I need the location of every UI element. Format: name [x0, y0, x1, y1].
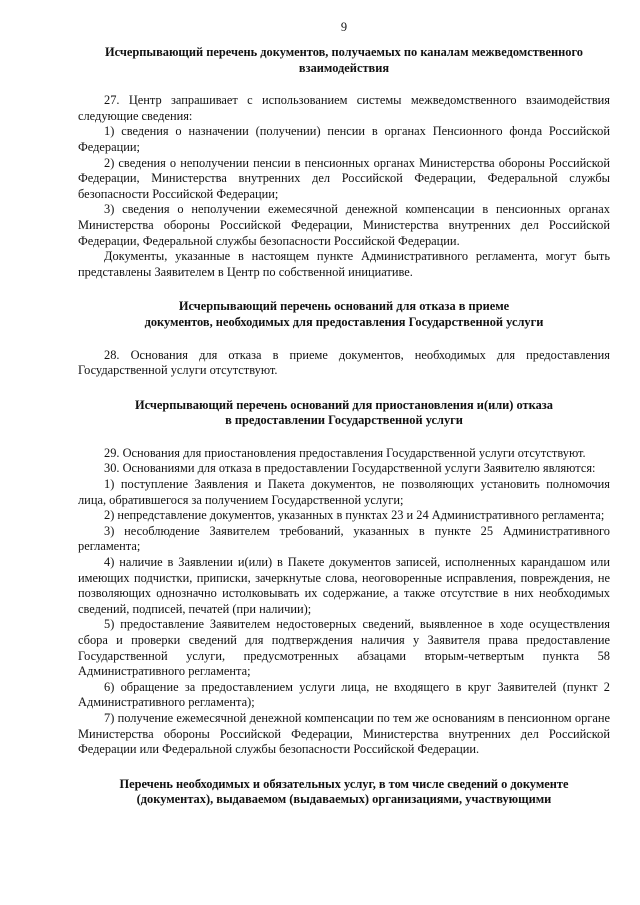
heading-line: Исчерпывающий перечень оснований для отказа в приеме [178, 299, 510, 314]
section-heading-required-services [78, 777, 610, 808]
section-heading-interagency [78, 45, 610, 76]
heading-line: Перечень необходимых и обязательных услуг, в том числе сведений о документе [119, 776, 569, 791]
paragraph-28: 28. Основания для отказа в приеме документов, необходимых для предоставления Государственной услуги отсутствуют. [78, 347, 610, 378]
heading-line: в предоставлении Государственной услуги [225, 413, 463, 428]
document-page [78, 20, 610, 808]
heading-line: Исчерпывающий перечень оснований для приостановления и(или) отказа [135, 397, 553, 412]
heading-line: документов, необходимых для предоставления Государственной услуги [144, 314, 544, 329]
list-item: 6) обращение за предоставлением услуги лица, не входящего в круг Заявителей (пункт 2 Административного регламента); [78, 679, 610, 710]
paragraph-30: 30. Основаниями для отказа в предоставлении Государственной услуги Заявителю являются: [104, 461, 596, 476]
list-item: 1) сведения о назначении (получении) пенсии в органах Пенсионного фонда Российской Федерации; [78, 124, 610, 154]
list-item: 4) наличие в Заявлении и(или) в Пакете документов записей, исполненных карандашом или имеющих подчистки, приписки, зачеркнутые слова, неоговоренные исправления, повреждения, не позволяющих однозначно истолковывать их содержание, а также отсутствие в них необходимых сведений, подписей, печатей (при наличии); [78, 555, 610, 616]
list-item: 5) предоставление Заявителем недостоверных сведений, выявленное в ходе осуществления сбора и проверки сведений для подтверждения наличия у Заявителя права предоставление Государственной услуги, предусмотренных абзацами вторым-четвертым пункта 58 Административного регламента; [78, 617, 610, 679]
section-heading-refusal-reception [78, 299, 610, 330]
page-number: 9 [340, 20, 348, 34]
heading-line: Исчерпывающий перечень документов, получаемых по каналам межведомственного [105, 45, 583, 59]
heading-line: взаимодействия [298, 60, 390, 75]
paragraph: Документы, указанные в настоящем пункте Административного регламента, могут быть представлены Заявителем в Центр по собственной инициативе. [78, 249, 610, 279]
list-item: 1) поступление Заявления и Пакета документов, не позволяющих установить полномочия лица, обратившегося за получением Государственной услуги; [78, 477, 610, 507]
list-item: 7) получение ежемесячной денежной компенсации по тем же основаниям в пенсионном органе Министерства обороны Российской Федерации, Министерства внутренних дел Российской Федерации или Федеральной службы безопасности Российской Федерации. [78, 710, 610, 757]
list-item: 3) сведения о неполучении ежемесячной денежной компенсации в пенсионных органах Министерства обороны Российской Федерации, Министерства внутренних дел Российской Федерации, Федеральной службы безопасности Российской Федерации. [78, 202, 610, 248]
list-item: 2) сведения о неполучении пенсии в пенсионных органах Министерства обороны Российской Федерации, Министерства внутренних дел Российской Федерации, Федеральной службы безопасности Российской Федерации; [78, 155, 610, 201]
heading-line: (документах), выдаваемом (выдаваемых) организациями, участвующими [136, 792, 552, 807]
list-item: 3) несоблюдение Заявителем требований, указанных в пункте 25 Административного регламента; [78, 523, 610, 554]
paragraph-27: 27. Центр запрашивает с использованием системы межведомственного взаимодействия следующие сведения: [78, 93, 610, 123]
list-item: 2) непредставление документов, указанных в пунктах 23 и 24 Административного регламента; [104, 508, 605, 523]
section-heading-suspension-refusal [78, 398, 610, 429]
paragraph-29: 29. Основания для приостановления предоставления Государственной услуги отсутствуют. [104, 445, 586, 460]
